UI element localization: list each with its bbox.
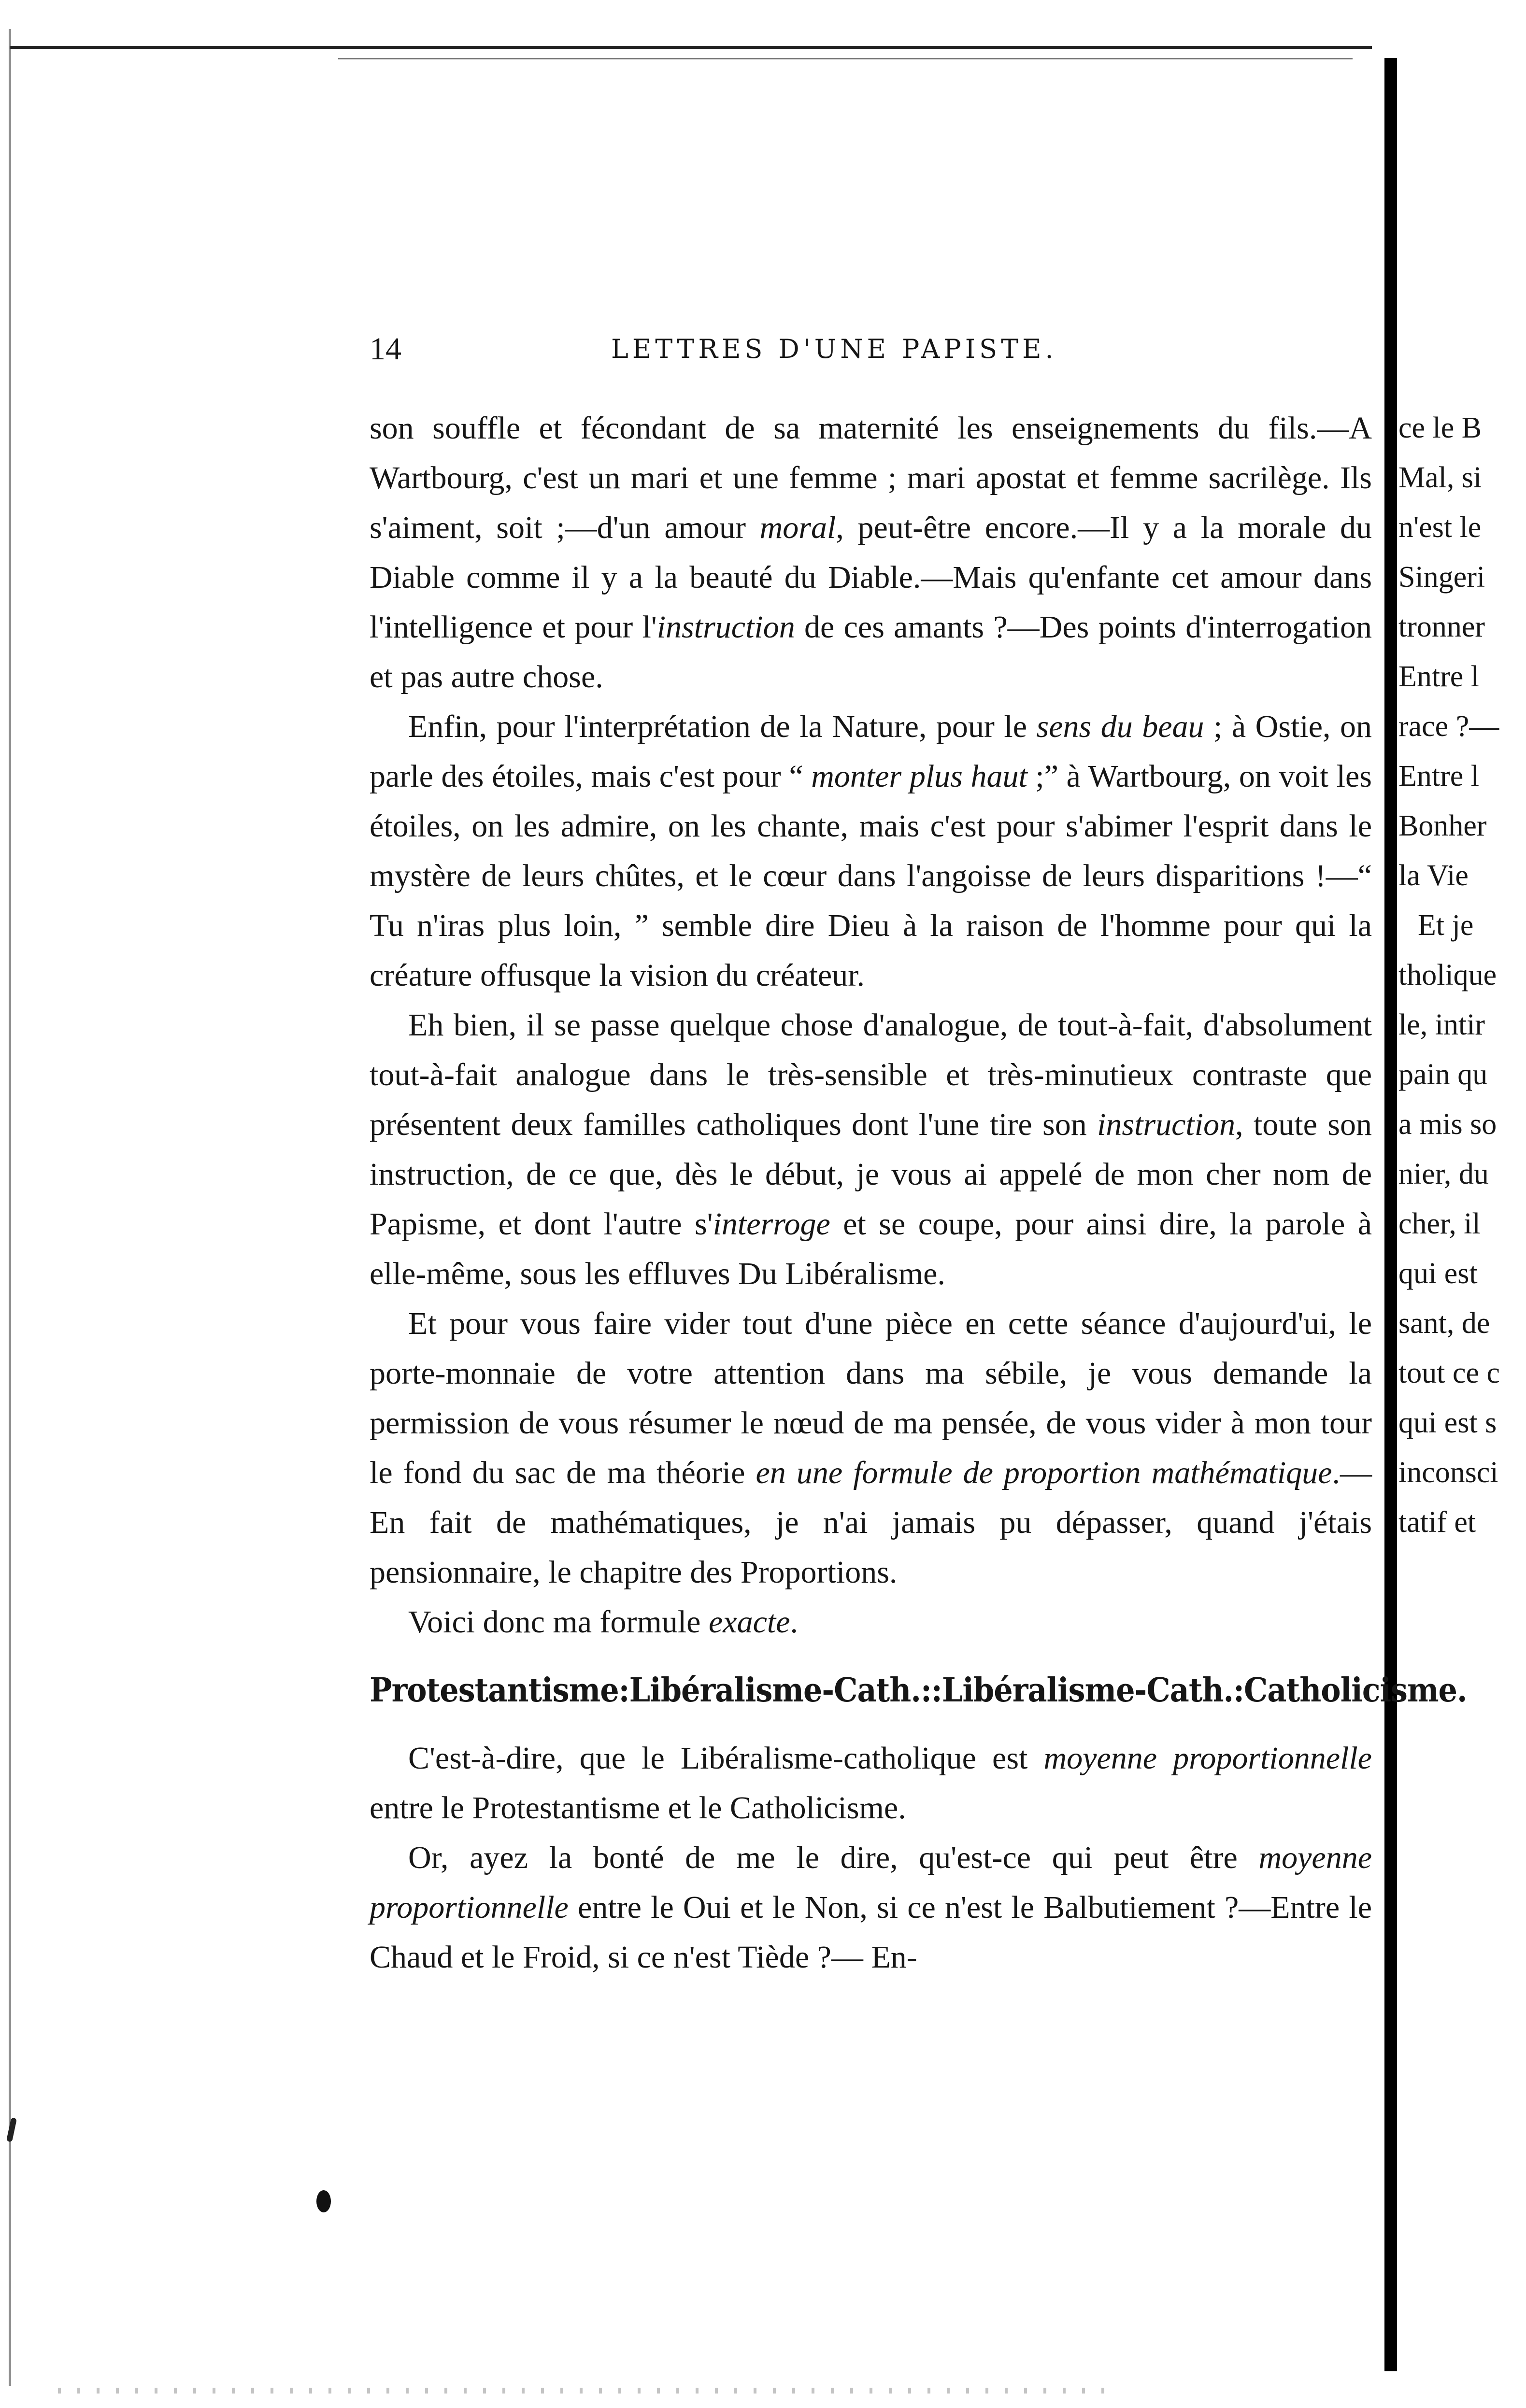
facing-line: Et je <box>1418 909 1474 942</box>
facing-line: le, intir <box>1398 1008 1485 1041</box>
italic-run: interroge <box>713 1206 830 1242</box>
facing-line: nier, du <box>1398 1158 1489 1190</box>
book-gutter-fold <box>1384 58 1397 2371</box>
formula-ratio-2: : <box>1233 1671 1244 1710</box>
formula-term-4: Catholicisme. <box>1244 1671 1467 1710</box>
italic-run: moyenne proportionnelle <box>370 1840 1372 1925</box>
facing-line: qui est <box>1398 1257 1478 1290</box>
scan-speckle <box>58 2388 1121 2394</box>
paragraph-3 <box>370 1000 1372 1299</box>
margin-mark <box>6 2117 17 2142</box>
text-run: entre le Oui et le Non, si ce n'est le Balbutiement ?—Entre le Chaud et le Froid, si ce n'est Tiède ?— En- <box>370 1890 1372 1975</box>
facing-line: Bonher <box>1398 809 1487 842</box>
facing-line: tronner <box>1398 610 1485 643</box>
page-left-edge <box>9 29 11 2386</box>
facing-page-fragment <box>1398 403 1526 1547</box>
facing-line: n'est le <box>1398 511 1482 544</box>
facing-line: tholique <box>1398 959 1497 992</box>
paragraph-6 <box>370 1733 1372 1833</box>
text-run: son souffle et fécondant de sa maternité les enseignements du fils.—A Wartbourg, c'est un mari et une femme ; mari apostat et femme sacrilège. Ils s'aiment, soit ;—d'un amour <box>370 411 1372 545</box>
proportion-formula <box>370 1663 1467 1717</box>
text-run: Et pour vous faire vider tout d'une pièce en cette séance d'aujourd'ui, le porte-monnaie de votre attention dans ma sébile, je vous demande la permission de vous résumer le nœud de ma pensée, de vous vider à mon tour le fond du sac de ma théorie <box>370 1306 1372 1490</box>
text-run: Voici donc ma formule <box>408 1604 709 1640</box>
text-run: de ces amants ?—Des points d'interrogation et pas autre chose. <box>370 609 1372 694</box>
italic-run: instruction <box>1097 1107 1236 1142</box>
facing-line: a mis so <box>1398 1108 1497 1141</box>
text-run: .—En fait de mathématiques, je n'ai jamais pu dépasser, quand j'étais pensionnaire, le chapitre des Proportions. <box>370 1455 1372 1590</box>
facing-line: tout ce c <box>1398 1357 1500 1389</box>
paragraph-1 <box>370 403 1372 702</box>
facing-line: Mal, si <box>1398 461 1482 494</box>
italic-run: en une formule de proportion mathématique <box>756 1455 1332 1490</box>
ink-blot <box>316 2190 331 2212</box>
text-run: et se coupe, pour ainsi dire, la parole à elle-même, sous les effluves Du Libéralisme. <box>370 1206 1372 1291</box>
formula-ratio-1: : <box>618 1671 629 1710</box>
text-run: , peut-être encore.—Il y a la morale du Diable comme il y a la beauté du Diable.—Mais qu'enfante cet amour dans l'intelligence et pour l' <box>370 510 1372 645</box>
facing-line: la Vie <box>1398 859 1469 892</box>
facing-line: Entre l <box>1398 660 1479 693</box>
text-run: ; à Ostie, on parle des étoiles, mais c'est pour “ <box>370 709 1372 794</box>
facing-line: race ?— <box>1398 710 1499 743</box>
text-run: ;” à Wartbourg, on voit les étoiles, on les admire, on les chante, mais c'est pour s'abimer l'esprit dans le mystère de leurs chûtes, et le cœur dans l'angoisse de leurs disparitions !—“ Tu n'iras plus loin, ” semble dire Dieu à la raison de l'homme pour qui la créature offusque la vision du créateur. <box>370 759 1372 993</box>
text-run: Eh bien, il se passe quelque chose d'analogue, de tout-à-fait, d'absolument tout-à-fait analogue dans le très-sensible et très-minutieux contraste que présentent deux familles catholiques dont l'une tire son <box>370 1007 1372 1142</box>
facing-line: cher, il <box>1398 1207 1481 1240</box>
facing-line: pain qu <box>1398 1058 1488 1091</box>
facing-line: Singeri <box>1398 561 1485 594</box>
text-run: Enfin, pour l'interprétation de la Nature, pour le <box>408 709 1037 744</box>
paragraph-4 <box>370 1299 1372 1597</box>
text-run: C'est-à-dire, que le Libéralisme-catholique est <box>408 1741 1044 1776</box>
formula-term-3: Libéralisme-Cath. <box>941 1671 1234 1710</box>
facing-line: Entre l <box>1398 760 1479 793</box>
paragraph-5 <box>370 1597 1372 1647</box>
page-header <box>370 331 1372 374</box>
page-number: 14 <box>370 331 401 367</box>
facing-line: qui est s <box>1398 1406 1497 1439</box>
formula-proportion: :: <box>920 1671 942 1710</box>
text-run: Or, ayez la bonté de me le dire, qu'est-ce qui peut être <box>408 1840 1259 1875</box>
running-head: LETTRES D'UNE PAPISTE. <box>611 334 1057 364</box>
facing-line: ce le B <box>1398 411 1482 444</box>
facing-line: inconsci <box>1398 1456 1498 1489</box>
italic-run: exacte <box>708 1604 790 1640</box>
text-run: . <box>790 1604 798 1640</box>
facing-line: sant, de <box>1398 1307 1490 1340</box>
paragraph-2 <box>370 702 1372 1000</box>
page-top-edge-line <box>338 58 1353 59</box>
italic-run: monter plus haut <box>811 759 1027 794</box>
paragraph-7 <box>370 1833 1372 1982</box>
italic-run: moral <box>759 510 836 545</box>
facing-line: tatif et <box>1398 1506 1476 1539</box>
formula-term-2: Libéralisme-Cath. <box>629 1671 921 1710</box>
text-run: entre le Protestantisme et le Catholicisme. <box>370 1790 906 1826</box>
page-top-edge <box>10 46 1372 49</box>
italic-run: sens du beau <box>1036 709 1204 744</box>
formula-term-1: Protestantisme <box>370 1671 619 1710</box>
italic-run: moyenne proportionnelle <box>1043 1741 1372 1776</box>
italic-run: instruction <box>656 609 795 645</box>
text-run: , toute son instruction, de ce que, dès le début, je vous ai appelé de mon cher nom de Papisme, et dont l'autre s' <box>370 1107 1372 1242</box>
